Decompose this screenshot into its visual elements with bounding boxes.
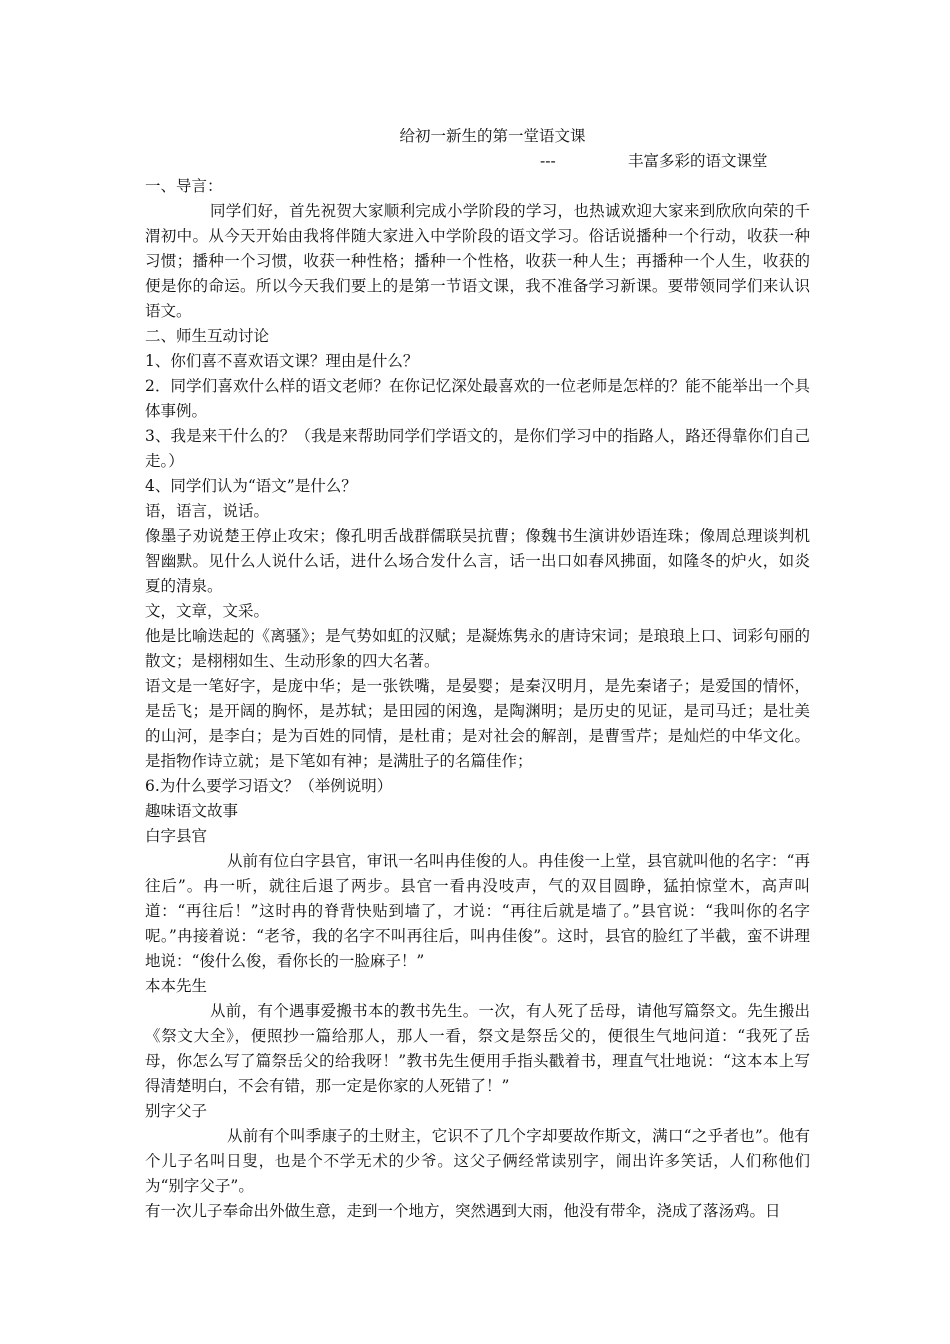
stories-heading: 趣味语文故事: [145, 802, 239, 820]
question-6: 6.为什么要学习语文？（举例说明）: [145, 777, 393, 795]
question-2: 2．同学们喜欢什么样的语文老师？在你记忆深处最喜欢的一位老师是怎样的？能不能举出一个具体事例。: [145, 377, 810, 420]
intro-paragraph: 同学们好，首先祝贺大家顺利完成小学阶段的学习，也热诚欢迎大家来到欣欣向荣的千渭初中。从今天开始由我将伴随大家进入中学阶段的语文学习。俗话说播种一个行动，收获一种习惯；播种一个习惯，收获一种性格；播种一个性格，收获一种人生；再播种一个人生，收获的便是你的命运。所以今天我们要上的是第一节语文课，我不准备学习新课。要带领同学们来认识语文。: [145, 202, 810, 320]
question-3: 3、我是来干什么的？（我是来帮助同学们学语文的，是你们学习中的指路人，路还得靠你们自己走。）: [145, 427, 810, 470]
story2-text: 从前，有个遇事爱搬书本的教书先生。一次，有人死了岳母，请他写篇祭文。先生搬出《祭文大全》，便照抄一篇给那人，那人一看，祭文是祭岳父的，便很生气地问道：“我死了岳母，你怎么写了篇祭岳父的给我呀！”教书先生便用手指头戳着书，理直气壮地说：“这本本上写得清楚明白，不会有错，那一定是你家的人死错了！”: [145, 1002, 810, 1095]
question-1: 1、你们喜不喜欢语文课？理由是什么？: [145, 352, 419, 370]
doc-title: 给初一新生的第一堂语文课: [399, 127, 586, 145]
yuwen-paragraph: 语文是一笔好字，是庞中华；是一张铁嘴，是晏婴；是秦汉明月，是先秦诸子；是爱国的情怀，是岳飞；是开阔的胸怀，是苏轼；是田园的闲逸，是陶渊明；是历史的见证，是司马迁；是壮美的山河，是李白；是为百姓的同情，是杜甫；是对社会的解剖，是曹雪芹；是灿烂的中华文化。是指物作诗立就；是下笔如有神；是满肚子的名篇佳作；: [145, 677, 810, 770]
story1-title: 白字县官: [145, 827, 208, 845]
section-heading-discussion: 二、师生互动讨论: [145, 327, 270, 345]
story3-title: 别字父子: [145, 1102, 208, 1120]
yu-heading: 语，语言，说话。: [145, 502, 270, 520]
wen-heading: 文，文章，文采。: [145, 602, 270, 620]
subtitle-text: 丰富多彩的语文课堂: [628, 152, 768, 170]
story3-text: 从前有个叫季康子的土财主，它识不了几个字却要故作斯文，满口“之乎者也”。他有个儿子名叫日叟，也是个不学无术的少爷。这父子俩经常读别字，闹出许多笑话，人们称他们为“别字父子”。: [145, 1127, 810, 1195]
question-4: 4、同学们认为“语文”是什么？: [145, 477, 357, 495]
section-heading-intro: 一、导言：: [145, 177, 223, 195]
story2-title: 本本先生: [145, 977, 208, 995]
subtitle-dash: ---: [540, 152, 556, 170]
story3-continuation: 有一次儿子奉命出外做生意，走到一个地方，突然遇到大雨，他没有带伞，浇成了落汤鸡。日: [145, 1202, 781, 1220]
document-body: [145, 124, 810, 1224]
wen-paragraph: 他是比喻迭起的《离骚》；是气势如虹的汉赋；是凝炼隽永的唐诗宋词；是琅琅上口、词彩句丽的散文；是栩栩如生、生动形象的四大名著。: [145, 627, 810, 670]
doc-subtitle: [145, 149, 810, 174]
yu-paragraph: 像墨子劝说楚王停止攻宋；像孔明舌战群儒联吴抗曹；像魏书生演讲妙语连珠；像周总理谈判机智幽默。见什么人说什么话，进什么场合发什么言，话一出口如春风拂面，如隆冬的炉火，如炎夏的清泉。: [145, 527, 810, 595]
story1-text: 从前有位白字县官，审讯一名叫冉佳俊的人。冉佳俊一上堂，县官就叫他的名字：“再往后”。冉一听，就往后退了两步。县官一看冉没吱声，气的双目圆睁，猛拍惊堂木，高声叫道：“再往后！”这时冉的脊背快贴到墙了，才说：“再往后就是墙了。”县官说：“我叫你的名字呢。”冉接着说：“老爷，我的名字不叫再往后，叫冉佳俊”。这时，县官的脸红了半截，蛮不讲理地说：“俊什么俊，看你长的一脸麻子！”: [145, 852, 810, 970]
